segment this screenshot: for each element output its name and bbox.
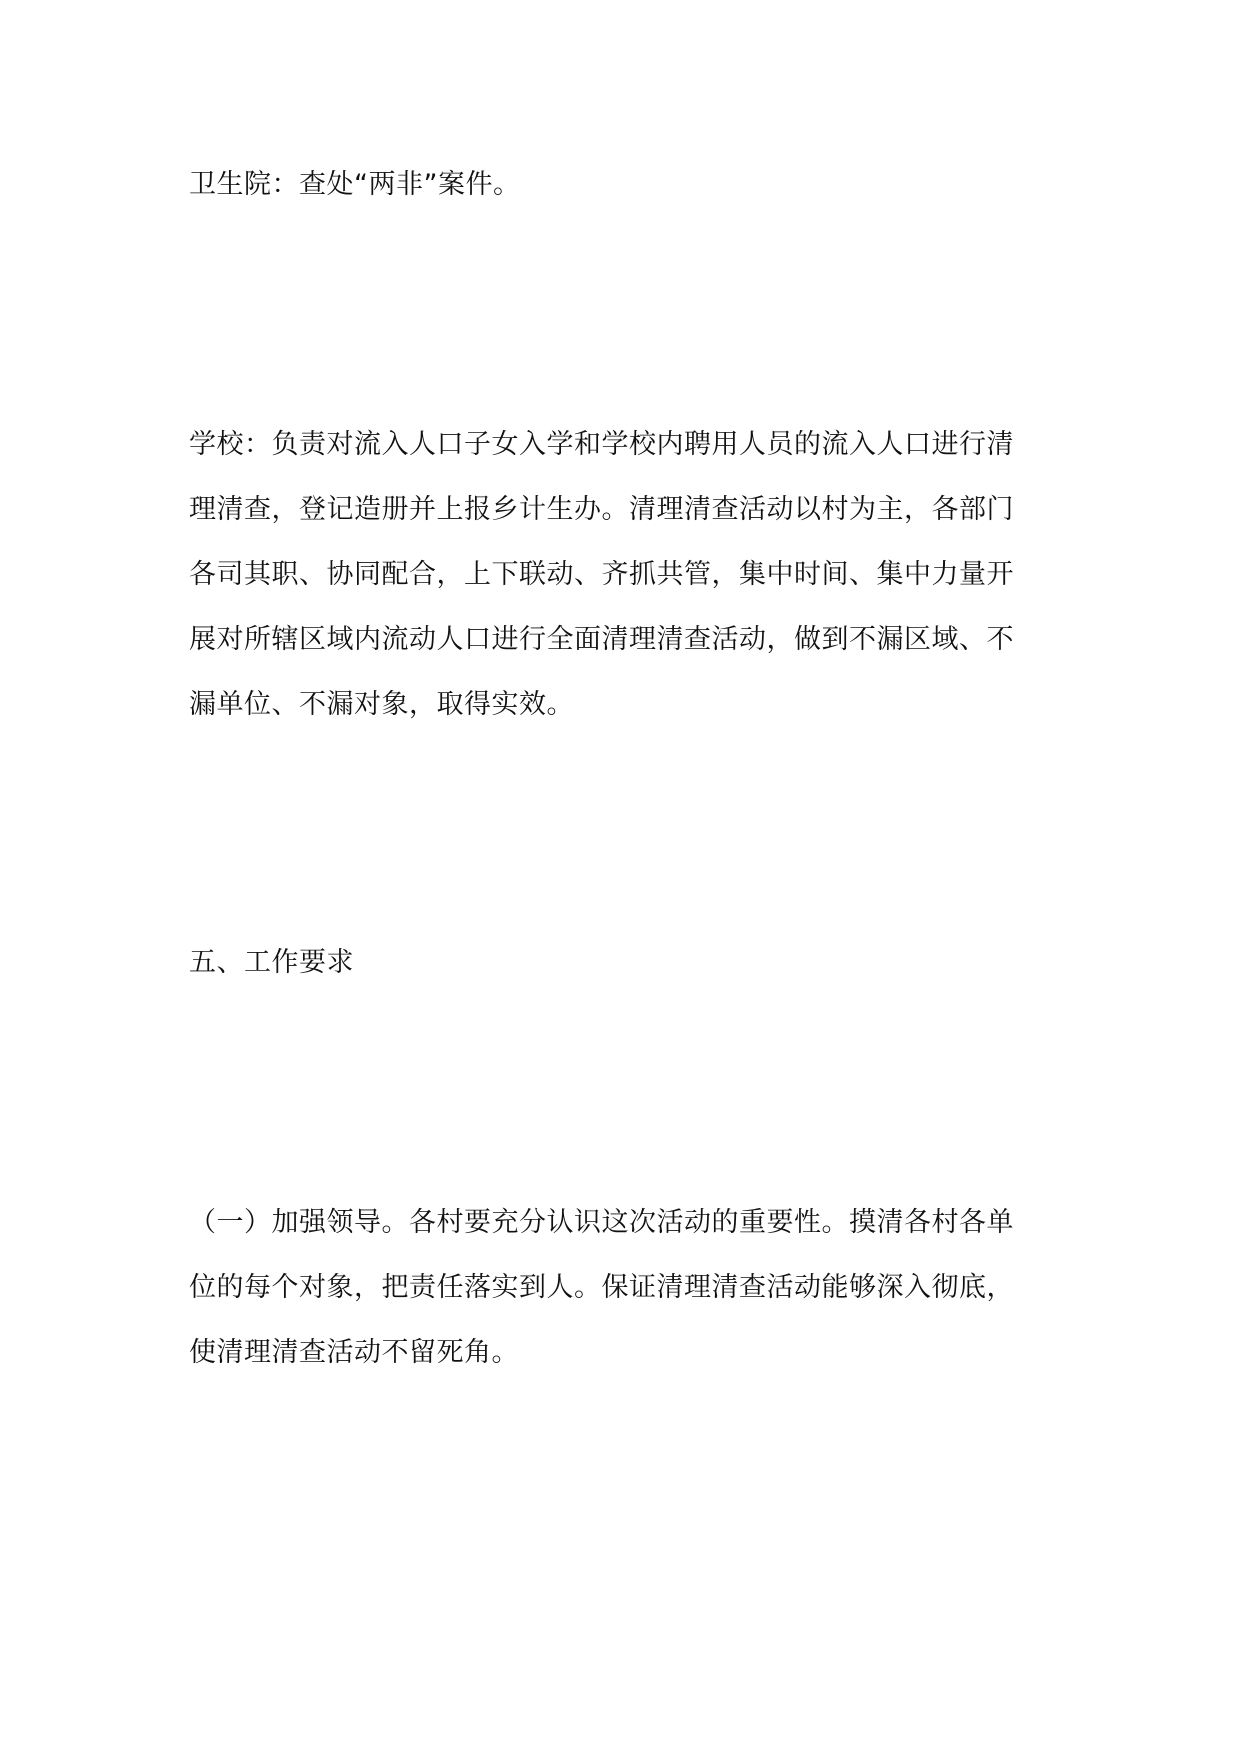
paragraph-line: 位的每个对象，把责任落实到人。保证清理清查活动能够深入彻底， bbox=[189, 1272, 1014, 1303]
paragraph-line: 漏单位、不漏对象，取得实效。 bbox=[189, 689, 574, 720]
paragraph-line: 卫生院：查处“两非”案件。 bbox=[189, 169, 521, 200]
requirement-paragraph bbox=[189, 1190, 1089, 1385]
paragraph-line: 学校：负责对流入人口子女入学和学校内聘用人员的流入人口进行清 bbox=[189, 429, 1014, 460]
paragraph-line: 各司其职、协同配合，上下联动、齐抓共管，集中时间、集中力量开 bbox=[189, 559, 1014, 590]
paragraph-line: 五、工作要求 bbox=[189, 947, 354, 978]
paragraph-line: 使清理清查活动不留死角。 bbox=[189, 1337, 519, 1368]
paragraph-line: 展对所辖区域内流动人口进行全面清理清查活动，做到不漏区域、不 bbox=[189, 624, 1014, 655]
paragraph-line: 理清查，登记造册并上报乡计生办。清理清查活动以村为主，各部门 bbox=[189, 494, 1014, 525]
clinic-paragraph bbox=[189, 152, 1089, 217]
paragraph-line: （一）加强领导。各村要充分认识这次活动的重要性。摸清各村各单 bbox=[189, 1207, 1014, 1238]
section-heading bbox=[189, 930, 1089, 995]
school-paragraph bbox=[189, 412, 1089, 737]
